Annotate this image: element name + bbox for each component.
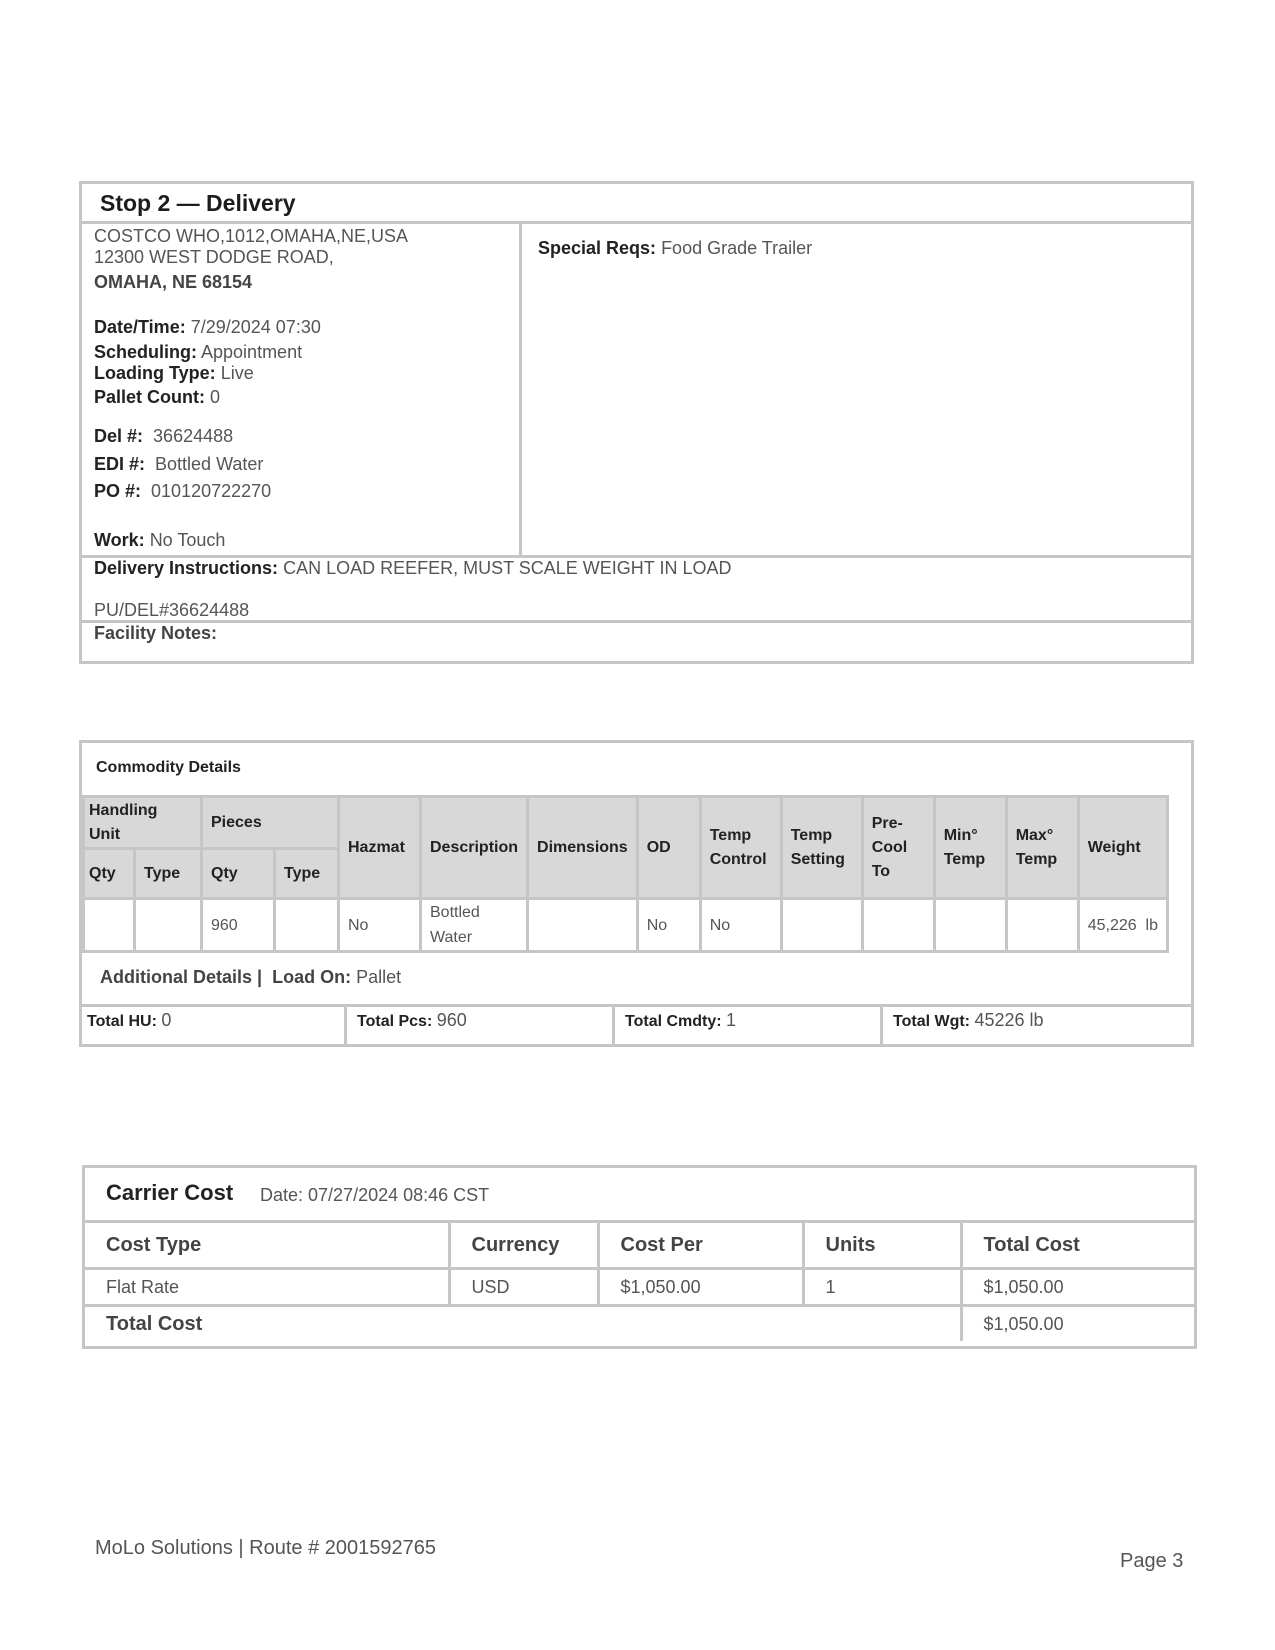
cost-per-cell: $1,050.00 bbox=[598, 1269, 803, 1306]
load-on-value: Pallet bbox=[356, 967, 402, 987]
pallet-count-label: Pallet Count: bbox=[94, 387, 205, 407]
special-reqs-label: Special Reqs: bbox=[538, 238, 657, 258]
edi-row bbox=[94, 454, 263, 475]
delivery-instructions-row bbox=[94, 558, 732, 579]
description-cell: Bottled Water bbox=[421, 899, 528, 952]
pre-cool-header: Pre-Cool To bbox=[862, 797, 934, 899]
loading-type-label: Loading Type: bbox=[94, 363, 216, 383]
total-pcs bbox=[344, 1007, 612, 1044]
pallet-count-value: 0 bbox=[210, 387, 221, 407]
page-number: Page 3 bbox=[1120, 1550, 1184, 1572]
total-hu bbox=[82, 1007, 344, 1044]
total-wgt-value: 45226 lb bbox=[974, 1010, 1044, 1030]
edi-value: Bottled Water bbox=[155, 454, 264, 474]
loading-type-row bbox=[94, 363, 254, 384]
dimensions-header: Dimensions bbox=[528, 797, 638, 899]
od-header: OD bbox=[637, 797, 700, 899]
address-line-2: 12300 WEST DODGE ROAD, bbox=[94, 247, 334, 267]
edi-label: EDI #: bbox=[94, 454, 146, 474]
special-reqs-value: Food Grade Trailer bbox=[661, 238, 813, 258]
total-cost-header: Total Cost bbox=[961, 1223, 1194, 1269]
cost-total-label: Total Cost bbox=[85, 1306, 961, 1342]
stop-special bbox=[522, 224, 1191, 555]
temp-control-cell: No bbox=[700, 899, 781, 952]
commodity-totals bbox=[82, 1007, 1191, 1044]
stop-title: Stop 2 — Delivery bbox=[100, 190, 296, 216]
additional-details-row bbox=[100, 967, 401, 988]
loading-type-value: Live bbox=[220, 363, 254, 383]
delivery-instructions-label: Delivery Instructions: bbox=[94, 558, 279, 578]
pcs-type-header: Type bbox=[275, 849, 339, 899]
cost-type-header: Cost Type bbox=[85, 1223, 449, 1269]
cost-per-header: Cost Per bbox=[598, 1223, 803, 1269]
commodity-section bbox=[79, 740, 1194, 1047]
total-pcs-value: 960 bbox=[436, 1010, 467, 1030]
total-pcs-label: Total Pcs: bbox=[357, 1013, 433, 1030]
carrier-cost-header bbox=[85, 1168, 1194, 1223]
additional-details-label: Additional Details | bbox=[100, 967, 263, 987]
del-value: 36624488 bbox=[153, 426, 234, 446]
weight-cell: 45,226 lb bbox=[1078, 899, 1167, 952]
currency-header: Currency bbox=[449, 1223, 598, 1269]
delivery-instructions bbox=[82, 555, 1191, 623]
dimensions-cell bbox=[528, 899, 638, 952]
table-row bbox=[85, 1269, 1194, 1306]
del-row bbox=[94, 426, 233, 447]
work-label: Work: bbox=[94, 530, 145, 550]
temp-setting-cell bbox=[781, 899, 862, 952]
datetime-value: 7/29/2024 07:30 bbox=[190, 317, 321, 337]
pallet-count-row bbox=[94, 387, 220, 408]
commodity-table bbox=[82, 795, 1169, 953]
scheduling-row bbox=[94, 342, 302, 363]
weight-header: Weight bbox=[1078, 797, 1167, 899]
hazmat-header: Hazmat bbox=[339, 797, 421, 899]
pieces-header: Pieces bbox=[202, 797, 339, 849]
units-header: Units bbox=[803, 1223, 961, 1269]
work-value: No Touch bbox=[149, 530, 226, 550]
datetime-label: Date/Time: bbox=[94, 317, 186, 337]
cost-type-cell: Flat Rate bbox=[85, 1269, 449, 1306]
carrier-cost-title: Carrier Cost bbox=[106, 1180, 234, 1205]
currency-cell: USD bbox=[449, 1269, 598, 1306]
hu-type-header: Type bbox=[135, 849, 202, 899]
hazmat-cell: No bbox=[339, 899, 421, 952]
od-cell: No bbox=[637, 899, 700, 952]
total-cmdty-label: Total Cmdty: bbox=[625, 1013, 722, 1030]
footer-route: MoLo Solutions | Route # 2001592765 bbox=[95, 1537, 437, 1559]
delivery-instructions-value: CAN LOAD REEFER, MUST SCALE WEIGHT IN LOAD bbox=[283, 558, 732, 578]
cost-total-row bbox=[85, 1306, 1194, 1342]
total-cost-cell: $1,050.00 bbox=[961, 1269, 1194, 1306]
scheduling-value: Appointment bbox=[201, 342, 303, 362]
stop-header bbox=[82, 184, 1191, 224]
total-hu-value: 0 bbox=[161, 1010, 172, 1030]
hu-qty-cell bbox=[84, 899, 135, 952]
cost-header-row bbox=[85, 1223, 1194, 1269]
city-state-zip: OMAHA, NE 68154 bbox=[94, 272, 253, 292]
scheduling-label: Scheduling: bbox=[94, 342, 197, 362]
commodity-title: Commodity Details bbox=[96, 759, 241, 776]
delivery-instructions-ref: PU/DEL#36624488 bbox=[94, 600, 250, 620]
address-line-1: COSTCO WHO,1012,OMAHA,NE,USA bbox=[94, 226, 409, 246]
del-label: Del #: bbox=[94, 426, 144, 446]
special-reqs-row bbox=[538, 238, 812, 259]
total-hu-label: Total HU: bbox=[87, 1013, 157, 1030]
stop-details bbox=[82, 224, 522, 555]
work-row bbox=[94, 530, 225, 551]
description-header: Description bbox=[421, 797, 528, 899]
pre-cool-cell bbox=[862, 899, 934, 952]
units-cell: 1 bbox=[803, 1269, 961, 1306]
min-temp-cell bbox=[934, 899, 1006, 952]
stop-section bbox=[79, 181, 1194, 664]
facility-notes-label: Facility Notes: bbox=[94, 623, 218, 643]
carrier-cost-date: Date: 07/27/2024 08:46 CST bbox=[260, 1185, 490, 1205]
carrier-cost-table bbox=[85, 1223, 1194, 1341]
po-value: 010120722270 bbox=[151, 481, 272, 501]
po-label: PO #: bbox=[94, 481, 142, 501]
max-temp-cell bbox=[1006, 899, 1078, 952]
total-cmdty bbox=[612, 1007, 880, 1044]
table-row bbox=[84, 899, 1168, 952]
carrier-cost-section bbox=[82, 1165, 1197, 1349]
facility-notes bbox=[82, 623, 1191, 661]
datetime-row bbox=[94, 317, 321, 338]
pcs-qty-header: Qty bbox=[202, 849, 275, 899]
handling-unit-header: Handling Unit bbox=[84, 797, 202, 849]
total-cmdty-value: 1 bbox=[726, 1010, 737, 1030]
additional-details bbox=[82, 950, 1191, 1007]
pcs-type-cell bbox=[275, 899, 339, 952]
hu-qty-header: Qty bbox=[84, 849, 135, 899]
po-row bbox=[94, 481, 271, 502]
temp-setting-header: Temp Setting bbox=[781, 797, 862, 899]
pcs-qty-cell: 960 bbox=[202, 899, 275, 952]
max-temp-header: Max° Temp bbox=[1006, 797, 1078, 899]
hu-type-cell bbox=[135, 899, 202, 952]
total-wgt bbox=[880, 1007, 1191, 1044]
cost-total-value: $1,050.00 bbox=[961, 1306, 1194, 1342]
load-on-label: Load On: bbox=[272, 967, 352, 987]
min-temp-header: Min° Temp bbox=[934, 797, 1006, 899]
temp-control-header: Temp Control bbox=[700, 797, 781, 899]
total-wgt-label: Total Wgt: bbox=[893, 1013, 971, 1030]
